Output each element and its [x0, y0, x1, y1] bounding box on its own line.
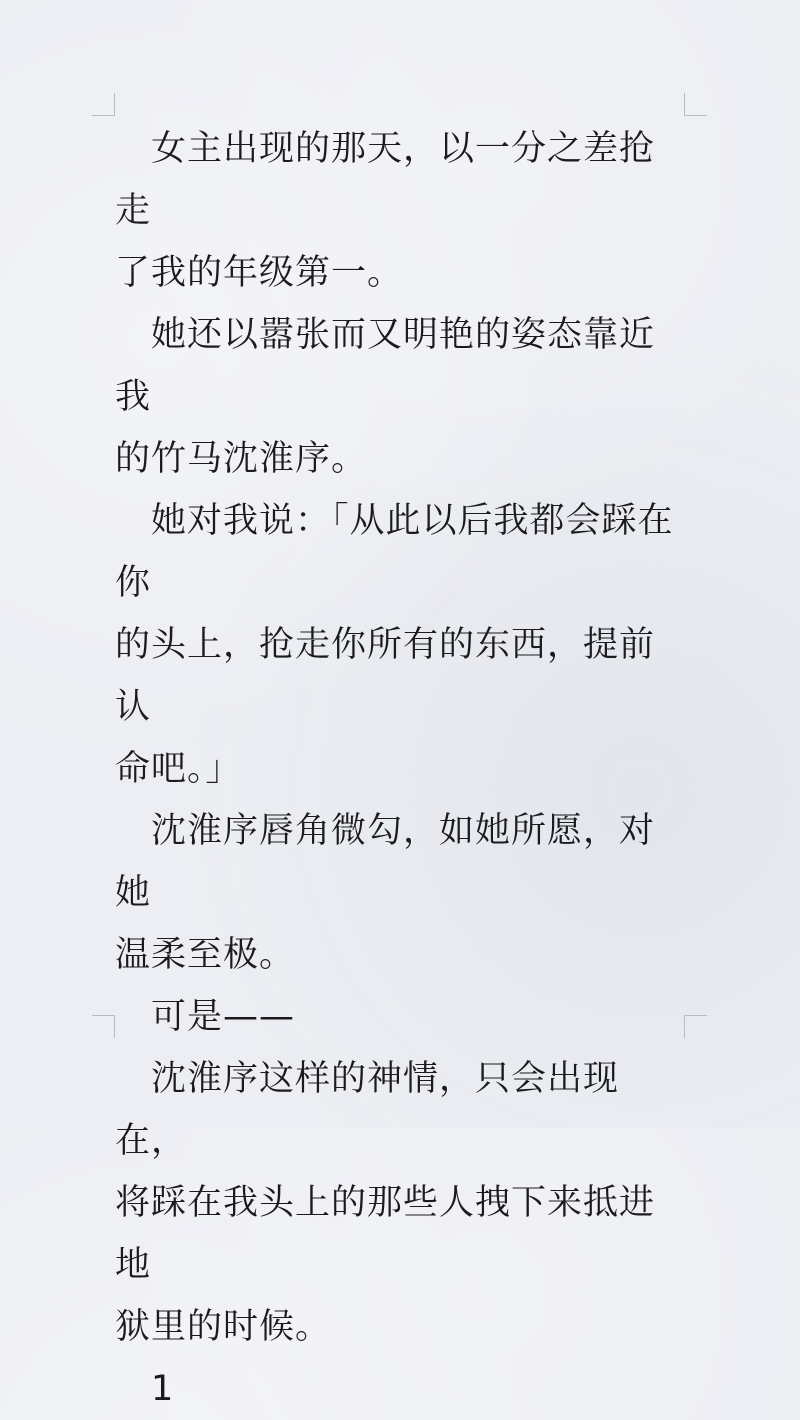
crop-mark-top-left — [92, 93, 115, 116]
paragraph-6: 沈淮序这样的神情，只会出现在， 将踩在我头上的那些人拽下来抵进地 狱里的时候。 — [115, 1059, 656, 1347]
page-number: 1 — [151, 1369, 175, 1409]
paragraph-4: 沈淮序唇角微勾，如她所愿，对她 温柔至极。 — [115, 811, 656, 975]
crop-mark-top-right — [684, 93, 707, 116]
paragraph-5: 可是—— — [151, 997, 296, 1037]
crop-mark-bottom-left — [92, 1015, 115, 1038]
body-text — [115, 118, 690, 1420]
paragraph-1: 女主出现的那天，以一分之差抢走 了我的年级第一。 — [115, 129, 656, 293]
paragraph-2: 她还以嚣张而又明艳的姿态靠近我 的竹马沈淮序。 — [115, 315, 656, 479]
paragraph-3: 她对我说：「从此以后我都会踩在你 的头上，抢走你所有的东西，提前认 命吧。」 — [115, 501, 674, 789]
